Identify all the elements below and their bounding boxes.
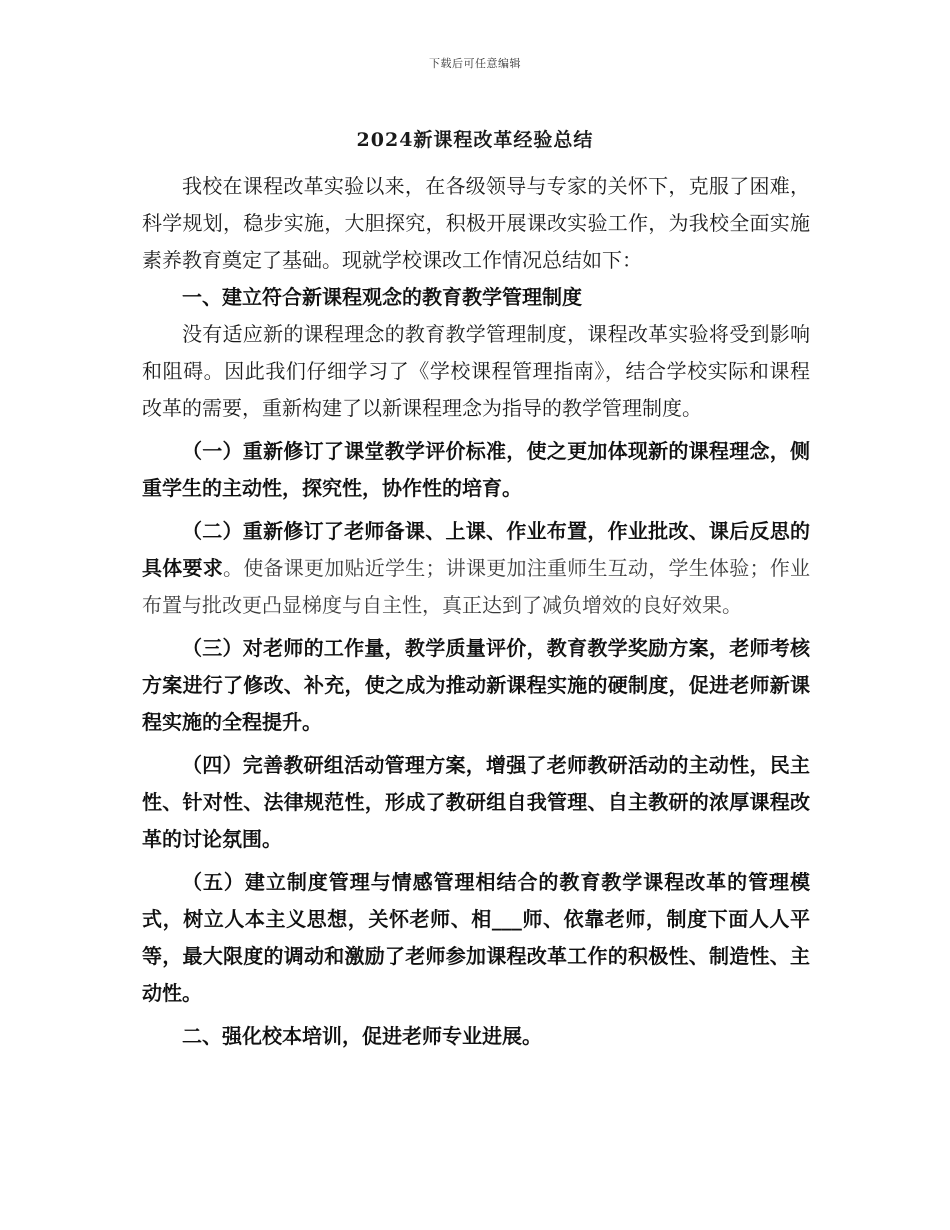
item-2-paragraph (142, 513, 810, 624)
section-heading-1: 一、建立符合新课程观念的教育教学管理制度 (182, 285, 582, 309)
intro-paragraph: 我校在课程改革实验以来，在各级领导与专家的关怀下，克服了困难，科学规划，稳步实施，大胆探究，积极开展课改实验工作，为我校全面实施素养教育奠定了基础。现就学校课改工作情况总结如下： (142, 174, 810, 272)
page-title: 2024新课程改革经验总结 (356, 129, 594, 151)
header-note: 下载后可任意编辑 (429, 57, 521, 70)
item-3-paragraph: （三）对老师的工作量，教学质量评价，教育教学奖励方案，老师考核方案进行了修改、补充，使之成为推动新课程实施的硬制度，促进老师新课程实施的全程提升。 (142, 636, 810, 734)
section-1-paragraph: 没有适应新的课程理念的教育教学管理制度，课程改革实验将受到影响和阻碍。因此我们仔细学习了《学校课程管理指南》，结合学校实际和课程改革的需要，重新构建了以新课程理念为指导的教学管理制度。 (142, 322, 810, 420)
item-2-regular-text: 。使备课更加贴近学生；讲课更加注重师生互动，学生体验；作业布置与批改更凸显梯度与自主性，真正达到了减负增效的良好效果。 (142, 556, 810, 617)
item-5-paragraph: （五）建立制度管理与情感管理相结合的教育教学课程改革的管理模式，树立人本主义思想，关怀老师、相___师、依靠老师，制度下面人人平等，最大限度的调动和激励了老师参加课程改革工作的积极性、制造性、主动性。 (142, 870, 810, 1005)
item-1-paragraph: （一）重新修订了课堂教学评价标准，使之更加体现新的课程理念，侧重学生的主动性，探究性，协作性的培育。 (142, 439, 810, 500)
document-body (142, 168, 810, 1055)
item-4-paragraph: （四）完善教研组活动管理方案，增强了老师教研活动的主动性，民主性、针对性、法律规范性，形成了教研组自我管理、自主教研的浓厚课程改革的讨论氛围。 (142, 753, 810, 851)
section-heading-2: 二、强化校本培训，促进老师专业进展。 (182, 1024, 542, 1048)
item-2-bold-text: （二）重新修订了老师备课、上课、作业布置，作业批改、课后反思的具体要求 (142, 519, 810, 580)
